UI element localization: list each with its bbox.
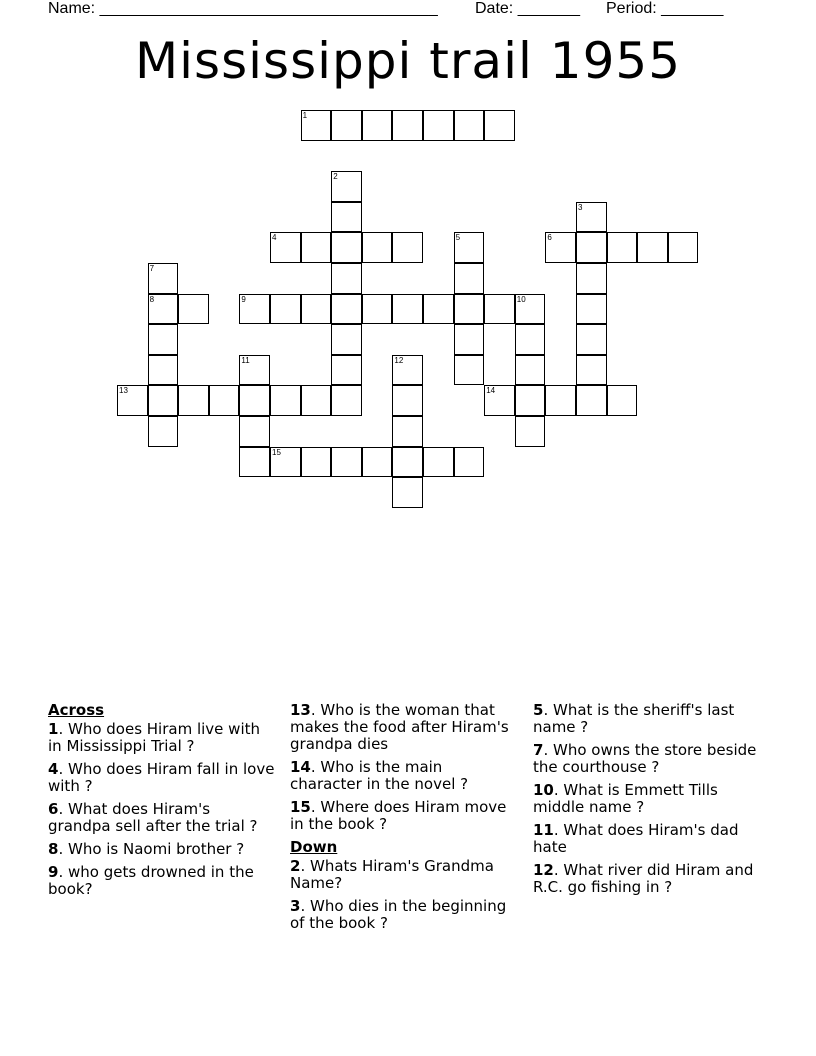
grid-cell[interactable]: [331, 202, 362, 233]
grid-cell[interactable]: [392, 232, 423, 263]
clue-number-label: 10: [516, 294, 526, 304]
grid-cell[interactable]: [392, 385, 423, 416]
grid-cell[interactable]: [301, 110, 332, 141]
grid-cell[interactable]: [331, 385, 362, 416]
clue-across-1: 1. Who does Hiram live with in Mississippi Trial ?: [48, 720, 260, 755]
grid-cell[interactable]: [392, 447, 423, 478]
clue-number-label: 11: [241, 355, 250, 365]
clue-number-label: 3: [578, 202, 583, 212]
grid-cell[interactable]: [331, 232, 362, 263]
grid-cell[interactable]: [392, 294, 423, 325]
clue-across-9: 9. who gets drowned in the book?: [48, 863, 254, 898]
grid-cell[interactable]: [484, 385, 515, 416]
grid-cell[interactable]: [148, 324, 179, 355]
grid-cell[interactable]: [301, 447, 332, 478]
clue-number-label: 13: [119, 386, 128, 396]
grid-cell[interactable]: [454, 232, 485, 263]
grid-cell[interactable]: [576, 355, 607, 386]
clue-number-label: 12: [394, 355, 404, 365]
clue-number-label: 8: [149, 294, 155, 304]
grid-cell[interactable]: [270, 447, 301, 478]
grid-cell[interactable]: [331, 324, 362, 355]
clue-across-14: 14. Who is the main character in the novel ?: [290, 758, 469, 793]
clue-column-3: [533, 702, 761, 902]
grid-cell[interactable]: [607, 385, 638, 416]
grid-cell[interactable]: [576, 263, 607, 294]
grid-cell[interactable]: [484, 294, 515, 325]
clue-number-label: 14: [486, 386, 496, 396]
grid-cell[interactable]: [331, 171, 362, 202]
grid-cell[interactable]: [301, 294, 332, 325]
grid-cell[interactable]: [668, 232, 699, 263]
grid-cell[interactable]: [148, 385, 179, 416]
grid-cell[interactable]: [576, 202, 607, 233]
grid-cell[interactable]: [515, 385, 546, 416]
grid-cell[interactable]: [331, 355, 362, 386]
clue-number-label: 7: [149, 264, 155, 273]
grid-cell[interactable]: [545, 385, 576, 416]
date-field[interactable]: Date: _______: [475, 0, 580, 17]
clue-column-2: [290, 702, 518, 938]
grid-cell[interactable]: [148, 294, 179, 325]
grid-cell[interactable]: [178, 294, 209, 325]
down-heading: Down: [290, 838, 338, 856]
grid-cell[interactable]: [454, 110, 485, 141]
grid-cell[interactable]: [515, 324, 546, 355]
grid-cell[interactable]: [392, 355, 423, 386]
grid-cell[interactable]: [362, 232, 393, 263]
grid-cell[interactable]: [576, 385, 607, 416]
clue-across-15: 15. Where does Hiram move in the book ?: [290, 798, 507, 833]
clue-across-13: 13. Who is the woman that makes the food after Hiram's grandpa dies: [290, 701, 509, 753]
grid-cell[interactable]: [545, 232, 576, 263]
clue-down-12: 12. What river did Hiram and R.C. go fishing in ?: [533, 861, 754, 896]
grid-cell[interactable]: [270, 294, 301, 325]
page-title: Mississippi trail 1955: [135, 32, 681, 90]
grid-cell[interactable]: [331, 263, 362, 294]
clue-number-label: 9: [241, 294, 246, 304]
grid-cell[interactable]: [392, 110, 423, 141]
grid-cell[interactable]: [576, 232, 607, 263]
grid-cell[interactable]: [576, 294, 607, 325]
grid-cell[interactable]: [239, 355, 270, 386]
clue-number-label: 2: [333, 172, 338, 182]
grid-cell[interactable]: [148, 416, 179, 447]
grid-cell[interactable]: [301, 232, 332, 263]
grid-cell[interactable]: [117, 385, 148, 416]
clue-number-label: 4: [272, 233, 277, 243]
period-field[interactable]: Period: _______: [606, 0, 724, 17]
grid-cell[interactable]: [637, 232, 668, 263]
grid-cell[interactable]: [362, 447, 393, 478]
clue-number-label: 1: [302, 111, 308, 120]
grid-cell[interactable]: [270, 232, 301, 263]
clue-number-label: 6: [547, 233, 552, 243]
clue-across-6: 6. What does Hiram's grandpa sell after the trial ?: [48, 800, 258, 835]
clue-across-4: 4. Who does Hiram fall in love with ?: [48, 760, 275, 795]
grid-cell[interactable]: [270, 385, 301, 416]
grid-cell[interactable]: [423, 110, 454, 141]
grid-cell[interactable]: [454, 263, 485, 294]
name-field[interactable]: Name: ______________________________________: [48, 0, 438, 17]
grid-cell[interactable]: [484, 110, 515, 141]
grid-cell[interactable]: [331, 110, 362, 141]
clue-down-7: 7. Who owns the store beside the courthouse ?: [533, 741, 757, 776]
grid-cell[interactable]: [148, 355, 179, 386]
grid-cell[interactable]: [454, 324, 485, 355]
grid-cell[interactable]: [239, 416, 270, 447]
clue-number-label: 5: [455, 233, 461, 243]
grid-cell[interactable]: [423, 447, 454, 478]
grid-cell[interactable]: [515, 294, 546, 325]
grid-cell[interactable]: [392, 477, 423, 508]
grid-cell[interactable]: [607, 232, 638, 263]
grid-cell[interactable]: [178, 385, 209, 416]
grid-cell[interactable]: [209, 385, 240, 416]
grid-cell[interactable]: [362, 294, 393, 325]
grid-cell[interactable]: [239, 294, 270, 325]
grid-cell[interactable]: [331, 447, 362, 478]
clue-down-3: 3. Who dies in the beginning of the book ?: [290, 897, 507, 932]
grid-cell[interactable]: [423, 294, 454, 325]
clue-down-2: 2. Whats Hiram's Grandma Name?: [290, 857, 494, 892]
grid-cell[interactable]: [454, 294, 485, 325]
grid-cell[interactable]: [515, 416, 546, 447]
clue-across-8: 8. Who is Naomi brother ?: [48, 840, 245, 858]
grid-cell[interactable]: [454, 447, 485, 478]
grid-cell[interactable]: [576, 324, 607, 355]
clue-number-label: 15: [272, 447, 281, 457]
grid-cell[interactable]: [515, 355, 546, 386]
grid-cell[interactable]: [239, 447, 270, 478]
grid-cell[interactable]: [239, 385, 270, 416]
grid-cell[interactable]: [392, 416, 423, 447]
grid-cell[interactable]: [148, 263, 179, 294]
across-heading: Across: [48, 701, 105, 719]
clue-column-1: [48, 702, 276, 904]
grid-cell[interactable]: [331, 294, 362, 325]
grid-cell[interactable]: [454, 355, 485, 386]
grid-cell[interactable]: [362, 110, 393, 141]
clue-down-10: 10. What is Emmett Tills middle name ?: [533, 781, 718, 816]
grid-cell[interactable]: [301, 385, 332, 416]
clue-down-11: 11. What does Hiram's dad hate: [533, 821, 739, 856]
clue-down-5: 5. What is the sheriff's last name ?: [533, 701, 735, 736]
